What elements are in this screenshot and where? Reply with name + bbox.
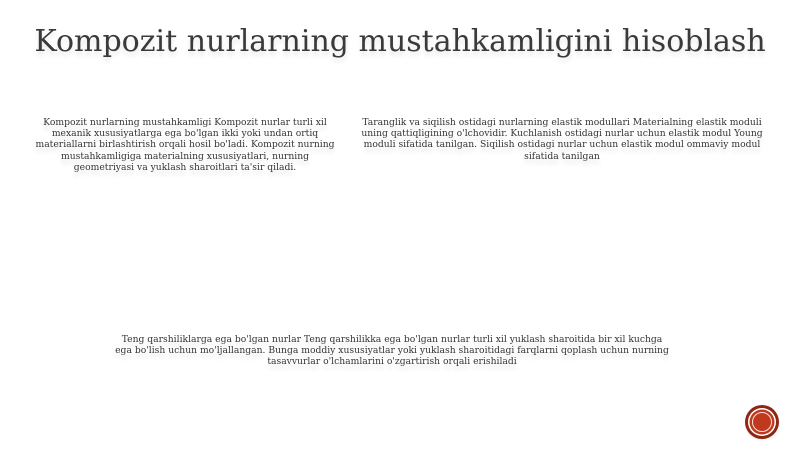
paragraph-elastic-modulus: Taranglik va siqilish ostidagi nurlarning elastik modullari Materialning elastik moduli uning qattiqligining o'lchovidir. Kuchlanish ostidagi nurlar uchun elastik modul Young moduli sifatida tanilgan. Siqilish ostidagi nurlar uchun elastik modul ommaviy modul sifatida tanilgan <box>361 117 763 162</box>
paragraph-equal-resistance: Teng qarshiliklarga ega bo'lgan nurlar Teng qarshilikka ega bo'lgan nurlar turli xil yuklash sharoitida bir xil kuchga ega bo'lish uchun mo'ljallangan. Bunga moddiy xususiyatlar yoki yuklash sharoitidagi farqlarni qoplash uchun nurning tasavvurlar o'lchamlarini o'zgartirish orqali erishiladi <box>115 334 669 368</box>
paragraph-composite-strength: Kompozit nurlarning mustahkamligi Kompozit nurlar turli xil mexanik xususiyatlarga ega bo'lgan ikki yoki undan ortiq materiallarni birlashtirish orqali hosil bo'ladi. Kompozit nurning mustahkamligiga materialning xususiyatlari, nurning geometriyasi va yuklash sharoitlari ta'sir qiladi. <box>35 117 335 173</box>
circle-icon <box>752 412 772 432</box>
slide-title: Kompozit nurlarning mustahkamligini hisoblash <box>34 24 766 59</box>
next-slide-button[interactable] <box>748 408 776 436</box>
